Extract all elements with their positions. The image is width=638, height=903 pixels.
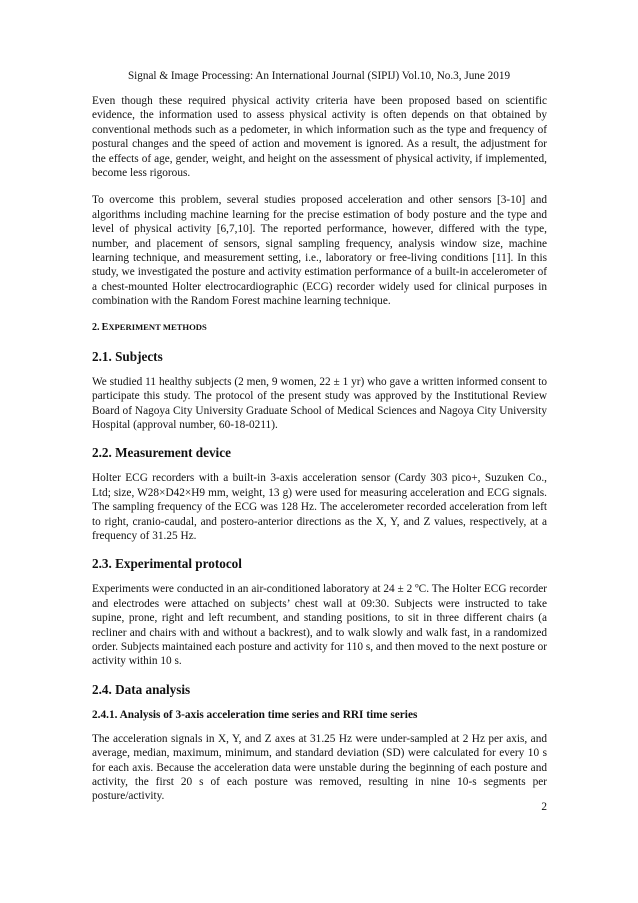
intro-paragraph-2: To overcome this problem, several studies proposed acceleration and other sensors [3-10] and algorithms including machine learning for the precise estimation of body posture and the type and level of physical activity [6,7,10]. The reported performance, however, differed with the type, number, and placement of sensors, signal sampling frequency, analysis window size, machine learning technique, and measurement setting, i.e., laboratory or free-living conditions [11]. In this study, we investigated the posture and activity estimation performance of a built-in accelerometer of a chest-mounted Holter electrocardiographic (ECG) recorder widely used for clinical purposes in combination with the Random Forest machine learning technique. [92,194,547,308]
subsection-heading-analysis: 2.4. Data analysis [92,681,191,697]
section-title-rest: XPERIMENT METHODS [108,321,207,332]
section-heading-experiment-methods [92,322,547,333]
protocol-paragraph: Experiments were conducted in an air-conditioned laboratory at 24 ± 2 ºC. The Holter ECG recorder and electrodes were attached on subjects’ chest wall at 09:30. Subjects were instructed to take supine, prone, right and left recumbent, and standing positions, to sit in three different chairs (a recliner and chairs with and without a backrest), and to walk slowly and walk fast, in a randomized order. Subjects maintained each posture and activity for 110 s, and then moved to the next posture or activity within 10 s. [92,583,547,668]
subsubsection-heading-acceleration: 2.4.1. Analysis of 3-axis acceleration time series and RRI time series [92,708,418,721]
section-number: 2. [92,321,100,333]
device-paragraph: Holter ECG recorders with a built-in 3-axis acceleration sensor (Cardy 303 pico+, Suzuken Co., Ltd; size, W28×D42×H9 mm, weight, 13 g) were used for measuring acceleration and ECG signals. The sampling frequency of the ECG was 128 Hz. The accelerometer recorded acceleration from left to right, cranio-caudal, and postero-anterior directions as the X, Y, and Z values, respectively, at a frequency of 31.25 Hz. [92,472,547,542]
section-title-initial: E [101,321,109,333]
analysis-paragraph: The acceleration signals in X, Y, and Z axes at 31.25 Hz were under-sampled at 2 Hz per axis, and average, median, maximum, minimum, and standard deviation (SD) were calculated for every 10 s for each axis. Because the acceleration data were unstable during the beginning of each posture and activity, the first 20 s of each posture was removed, resulting in nine 10-s segments per posture/activity. [92,732,547,803]
running-head: Signal & Image Processing: An International Journal (SIPIJ) Vol.10, No.3, June 2019 [127,70,511,82]
subsection-heading-protocol: 2.3. Experimental protocol [92,556,242,572]
subsection-heading-device: 2.2. Measurement device [92,445,231,461]
subjects-paragraph: We studied 11 healthy subjects (2 men, 9 women, 22 ± 1 yr) who gave a written informed consent to participate this study. The protocol of the present study was approved by the Institutional Review Board of Nagoya City University Graduate School of Medical Sciences and Nagoya City University Hospital (approval number, 60-18-0211). [92,375,547,431]
intro-paragraph-1: Even though these required physical activity criteria have been proposed based on scientific evidence, the information used to assess physical activity is often depends on that obtained by conventional methods such as a pedometer, in which information such as the type and frequency of postural changes and the speed of action and movement is ignored. As a result, the adjustment for the effects of age, gender, weight, and height on the assessment of physical activity, if implemented, become less rigorous. [92,95,547,180]
subsection-heading-subjects: 2.1. Subjects [92,348,163,364]
page-content [92,94,547,804]
page-number: 2 [541,801,547,813]
